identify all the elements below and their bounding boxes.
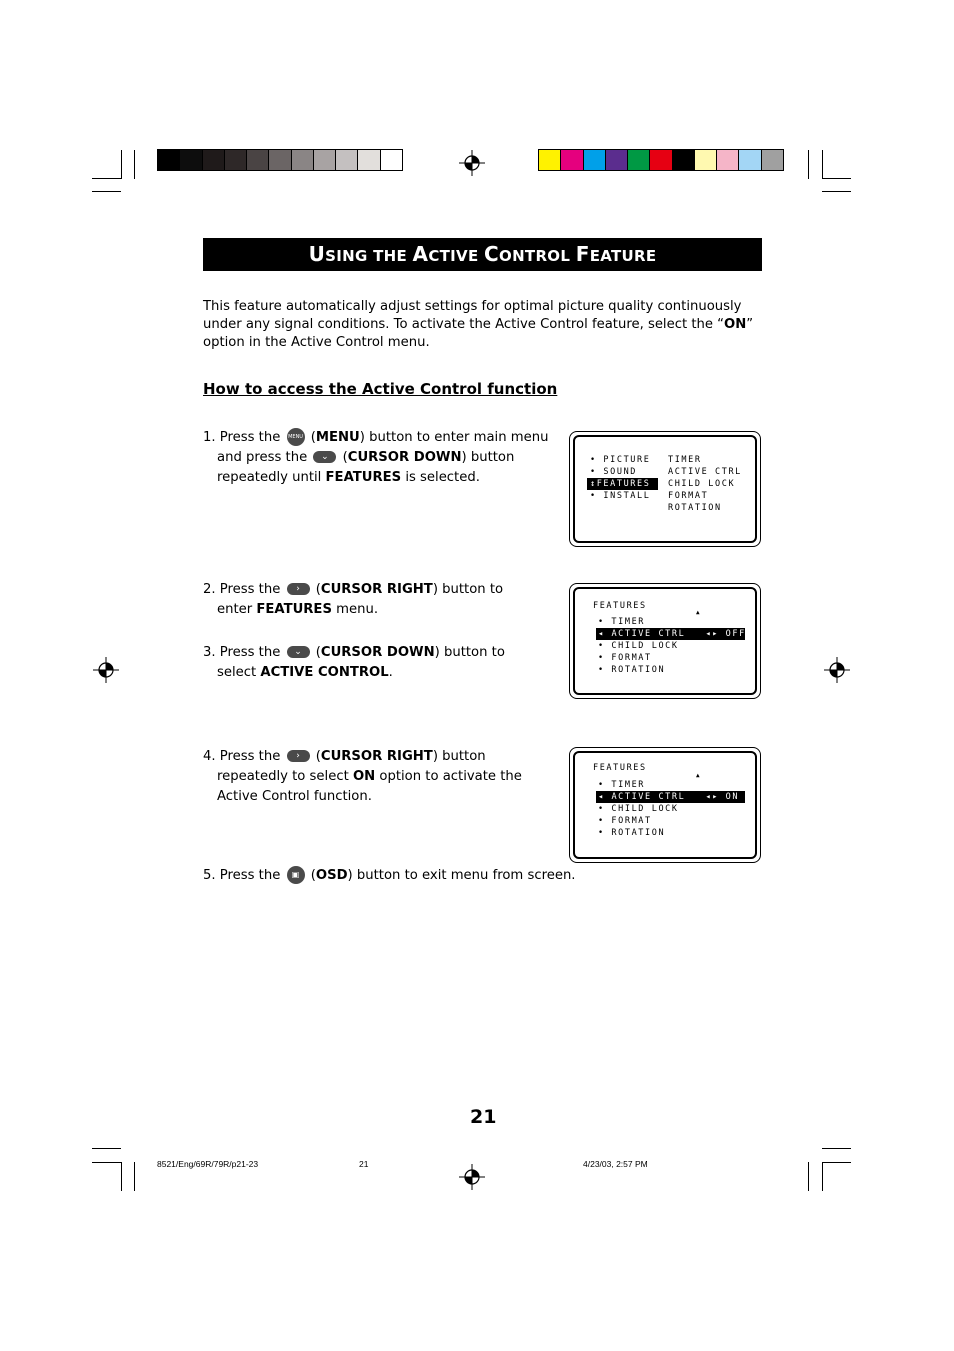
tv-screen-features-on bbox=[569, 747, 761, 863]
up-arrow-icon: ▲ bbox=[696, 772, 702, 779]
footer-timestamp: 4/23/03, 2:57 PM bbox=[583, 1159, 648, 1169]
calibration-swatch bbox=[739, 150, 761, 170]
calibration-swatch bbox=[247, 150, 269, 170]
menu-item-install: • INSTALL bbox=[590, 491, 651, 501]
calibration-swatch bbox=[292, 150, 314, 170]
features-item: • ROTATION bbox=[598, 665, 666, 675]
features-item-active-ctrl-selected: ◂ ACTIVE CTRL ◂▸ OFF bbox=[598, 629, 746, 639]
menu-button-icon: MENU bbox=[287, 428, 305, 446]
calibration-swatch bbox=[717, 150, 739, 170]
registration-mark-icon bbox=[459, 1164, 485, 1190]
registration-mark-icon bbox=[824, 657, 850, 683]
menu-item-sound: • SOUND bbox=[590, 467, 638, 477]
crop-mark bbox=[822, 1162, 851, 1163]
crop-mark bbox=[92, 191, 121, 192]
crop-mark bbox=[822, 191, 851, 192]
menu-item-picture: • PICTURE bbox=[590, 455, 651, 465]
screen-header: FEATURES bbox=[593, 601, 647, 611]
calibration-swatch bbox=[336, 150, 358, 170]
crop-mark bbox=[92, 1162, 121, 1163]
active-ctrl-value: OFF bbox=[725, 629, 746, 639]
submenu-item: ACTIVE CTRL bbox=[668, 467, 742, 477]
color-calibration-bar bbox=[538, 149, 784, 171]
active-ctrl-value: ON bbox=[725, 792, 740, 802]
crop-mark bbox=[822, 1148, 851, 1149]
features-item: • CHILD LOCK bbox=[598, 641, 679, 651]
osd-button-icon: ▣ bbox=[287, 866, 305, 884]
page-number: 21 bbox=[470, 1106, 497, 1128]
features-item: • ROTATION bbox=[598, 828, 666, 838]
submenu-item: FORMAT bbox=[668, 491, 709, 501]
step-2: 2. Press the › (CURSOR RIGHT) button to enter FEATURES menu. bbox=[203, 582, 504, 617]
features-item-active-ctrl-selected: ◂ ACTIVE CTRL ◂▸ ON bbox=[596, 791, 745, 803]
calibration-swatch bbox=[561, 150, 583, 170]
cursor-right-button-icon: › bbox=[287, 750, 310, 762]
cursor-down-button-icon: ⌄ bbox=[287, 646, 310, 658]
crop-mark bbox=[822, 150, 823, 179]
cursor-right-button-icon: › bbox=[287, 583, 310, 595]
calibration-swatch bbox=[358, 150, 380, 170]
cursor-down-button-icon: ⌄ bbox=[313, 451, 336, 463]
calibration-swatch bbox=[584, 150, 606, 170]
calibration-swatch bbox=[673, 150, 695, 170]
up-arrow-icon: ▲ bbox=[696, 609, 702, 616]
submenu-item: ROTATION bbox=[668, 503, 722, 513]
calibration-swatch bbox=[314, 150, 336, 170]
calibration-swatch bbox=[158, 150, 180, 170]
calibration-swatch bbox=[762, 150, 783, 170]
tv-screen-main-menu bbox=[569, 431, 761, 547]
calibration-swatch bbox=[650, 150, 672, 170]
calibration-swatch bbox=[225, 150, 247, 170]
calibration-swatch bbox=[539, 150, 561, 170]
crop-mark bbox=[808, 150, 809, 179]
crop-mark bbox=[822, 178, 851, 179]
intro-paragraph: This feature automatically adjust settings for optimal picture quality continuously under any signal conditions. To activate the Active Control feature, select the “ON” option in the Active Control menu. bbox=[203, 299, 754, 350]
calibration-swatch bbox=[606, 150, 628, 170]
section-subheading: How to access the Active Control function bbox=[203, 380, 558, 398]
crop-mark bbox=[134, 1162, 135, 1191]
calibration-swatch bbox=[628, 150, 650, 170]
step-3: 3. Press the ⌄ (CURSOR DOWN) button to select ACTIVE CONTROL. bbox=[203, 645, 505, 680]
scroll-arrows-icon: ↕ bbox=[590, 479, 597, 489]
crop-mark bbox=[134, 150, 135, 179]
features-item: • TIMER bbox=[598, 617, 646, 627]
crop-mark bbox=[92, 178, 121, 179]
crop-mark bbox=[121, 1162, 122, 1191]
features-item: • FORMAT bbox=[598, 816, 652, 826]
features-item: • FORMAT bbox=[598, 653, 652, 663]
calibration-swatch bbox=[180, 150, 202, 170]
footer-page: 21 bbox=[359, 1159, 369, 1169]
crop-mark bbox=[121, 150, 122, 179]
calibration-swatch bbox=[203, 150, 225, 170]
features-item: • TIMER bbox=[598, 780, 646, 790]
page-title: USING THE ACTIVE CONTROL FEATURE bbox=[203, 238, 762, 271]
calibration-swatch bbox=[695, 150, 717, 170]
calibration-swatch bbox=[269, 150, 291, 170]
submenu-item: TIMER bbox=[668, 455, 702, 465]
step-4: 4. Press the › (CURSOR RIGHT) button repeatedly to select ON option to activate the Active Control function. bbox=[203, 749, 522, 804]
crop-mark bbox=[822, 1162, 823, 1191]
crop-mark bbox=[92, 1148, 121, 1149]
crop-mark bbox=[808, 1162, 809, 1191]
step-1: 1. Press the MENU (MENU) button to enter main menu and press the ⌄ (CURSOR DOWN) button repeatedly until FEATURES is selected. bbox=[203, 430, 549, 485]
registration-mark-icon bbox=[93, 657, 119, 683]
tv-screen-features-off bbox=[569, 583, 761, 699]
submenu-item: CHILD LOCK bbox=[668, 479, 736, 489]
step-5: 5. Press the ▣ (OSD) button to exit menu from screen. bbox=[203, 868, 576, 883]
features-item: • CHILD LOCK bbox=[598, 804, 679, 814]
registration-mark-icon bbox=[459, 150, 485, 176]
calibration-swatch bbox=[381, 150, 402, 170]
footer-file-id: 8521/Eng/69R/79R/p21-23 bbox=[157, 1159, 259, 1169]
menu-item-features-selected: ↕FEATURES bbox=[587, 478, 658, 490]
grayscale-calibration-bar bbox=[157, 149, 403, 171]
screen-header: FEATURES bbox=[593, 763, 647, 773]
